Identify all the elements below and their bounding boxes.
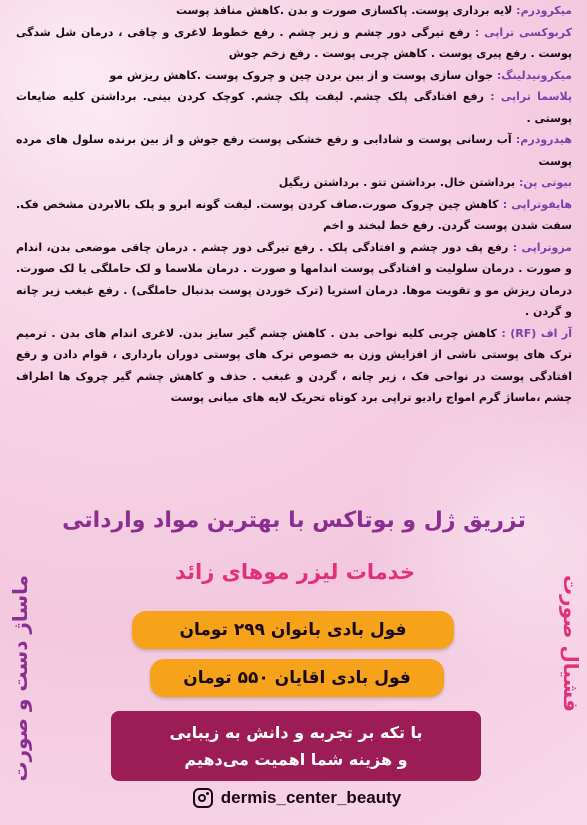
motto-line: با تکه بر تجربه و دانش به زیبایی bbox=[169, 723, 423, 742]
service-description: لایه برداری پوست. پاکسازی صورت و بدن .کاهش منافذ پوست bbox=[176, 4, 517, 17]
service-term: آر اف (RF) : bbox=[501, 326, 572, 340]
laser-headline: خدمات لیزر موهای زائد bbox=[175, 560, 415, 584]
injection-headline: تزریق ژل و بوتاکس با بهترین مواد وارداتی bbox=[62, 508, 526, 533]
service-hifu bbox=[16, 194, 572, 237]
service-hydroderm bbox=[16, 129, 572, 172]
service-term: میکرودرم: bbox=[516, 4, 572, 17]
service-description: رفع تیرگی دور چشم و زیر چشم . رفع خطوط لاغری و چاقی ، درمان شل شدگی پوست . رفع پیری پوست . کاهش چربی پوست . رفع زخم جوش bbox=[16, 25, 572, 60]
instagram-icon bbox=[193, 788, 213, 808]
price-women-badge: فول بادی بانوان ۲۹۹ تومان bbox=[132, 611, 454, 649]
service-microderm bbox=[16, 0, 572, 22]
motto-line: و هزینه شما اهمیت می‌دهیم bbox=[184, 750, 408, 769]
service-description: رفع افتادگی پلک چشم. لیفت پلک چشم. کوچک کردن بینی. برداشتن کلیه ضایعات پوستی . bbox=[16, 90, 572, 125]
service-term: کربوکسی تراپی : bbox=[474, 25, 573, 39]
instagram-handle: dermis_center_beauty bbox=[220, 788, 402, 807]
service-term: پلاسما تراپی : bbox=[490, 90, 572, 103]
service-term: مزوتراپی : bbox=[512, 240, 572, 254]
service-term: بیوتی پن: bbox=[518, 176, 572, 189]
service-description: رفع پف دور چشم و افتادگی پلک . رفع تیرگی دور چشم . درمان چاقی موضعی بدن، اندام و صورت . درمان سلولیت و افتادگی پوست اندامها و صورت . درمان ملاسما و لک حاملگی یا لک صورت. درمان ریزش مو و تقویت موها. درمان استریا (ترک خوردن پوست بدنبال حاملگی) . رفع غبغب زیر چانه و گردن . bbox=[16, 240, 572, 318]
service-term: میکرونیدلینگ: bbox=[496, 68, 572, 82]
service-carboxy bbox=[16, 22, 572, 65]
service-term: هایفوتراپی : bbox=[502, 197, 572, 211]
services-list bbox=[16, 0, 572, 409]
service-description: کاهش چین چروک صورت.صاف کردن پوست. لیفت گونه ابرو و پلک بالابردن مشخص فک. سفت شدن پوست گردن. رفع خط لبخند و اخم bbox=[16, 197, 572, 232]
service-beauty-pen bbox=[16, 172, 572, 194]
service-description: برداشتن خال. برداشتن تتو . برداشتن زیگیل bbox=[278, 176, 519, 189]
side-text-right: فشیال صورت bbox=[559, 575, 583, 712]
service-term: هیدرودرم: bbox=[515, 133, 572, 146]
motto-box bbox=[111, 711, 481, 781]
price-men-badge: فول بادی اقایان ۵۵۰ تومان bbox=[150, 659, 444, 697]
service-plasma bbox=[16, 86, 572, 129]
service-rf bbox=[16, 323, 572, 409]
service-meso bbox=[16, 237, 572, 323]
service-description: آب رسانی پوست و شادابی و رفع خشکی پوست رفع جوش و از بین برنده سلول های مرده پوست bbox=[16, 133, 572, 168]
service-description: جوان سازی پوست و از بین بردن چین و چروک پوست .کاهش ریزش مو bbox=[109, 68, 497, 82]
service-microneedling bbox=[16, 65, 572, 87]
instagram-link[interactable] bbox=[137, 784, 457, 812]
service-description: کاهش چربی کلیه نواحی بدن . کاهش چشم گیر سایز بدن. لاغری اندام های بدن . ترمیم ترک های پوستی ناشی از افزایش وزن به خصوص ترک های پوستی دوران بارداری ، قوام دادن و رفع افتادگی پوست در نواحی فک ، زیر چانه ، گردن و غبغب . حذف و کاهش چشم گیر چروک ها اطراف چشم ،ماساژ گرم امواج رادیو تراپی برد کوتاه تحریک لایه های میانی پوست bbox=[16, 326, 572, 404]
side-text-left: ماساژ دست و صورت bbox=[8, 575, 32, 782]
